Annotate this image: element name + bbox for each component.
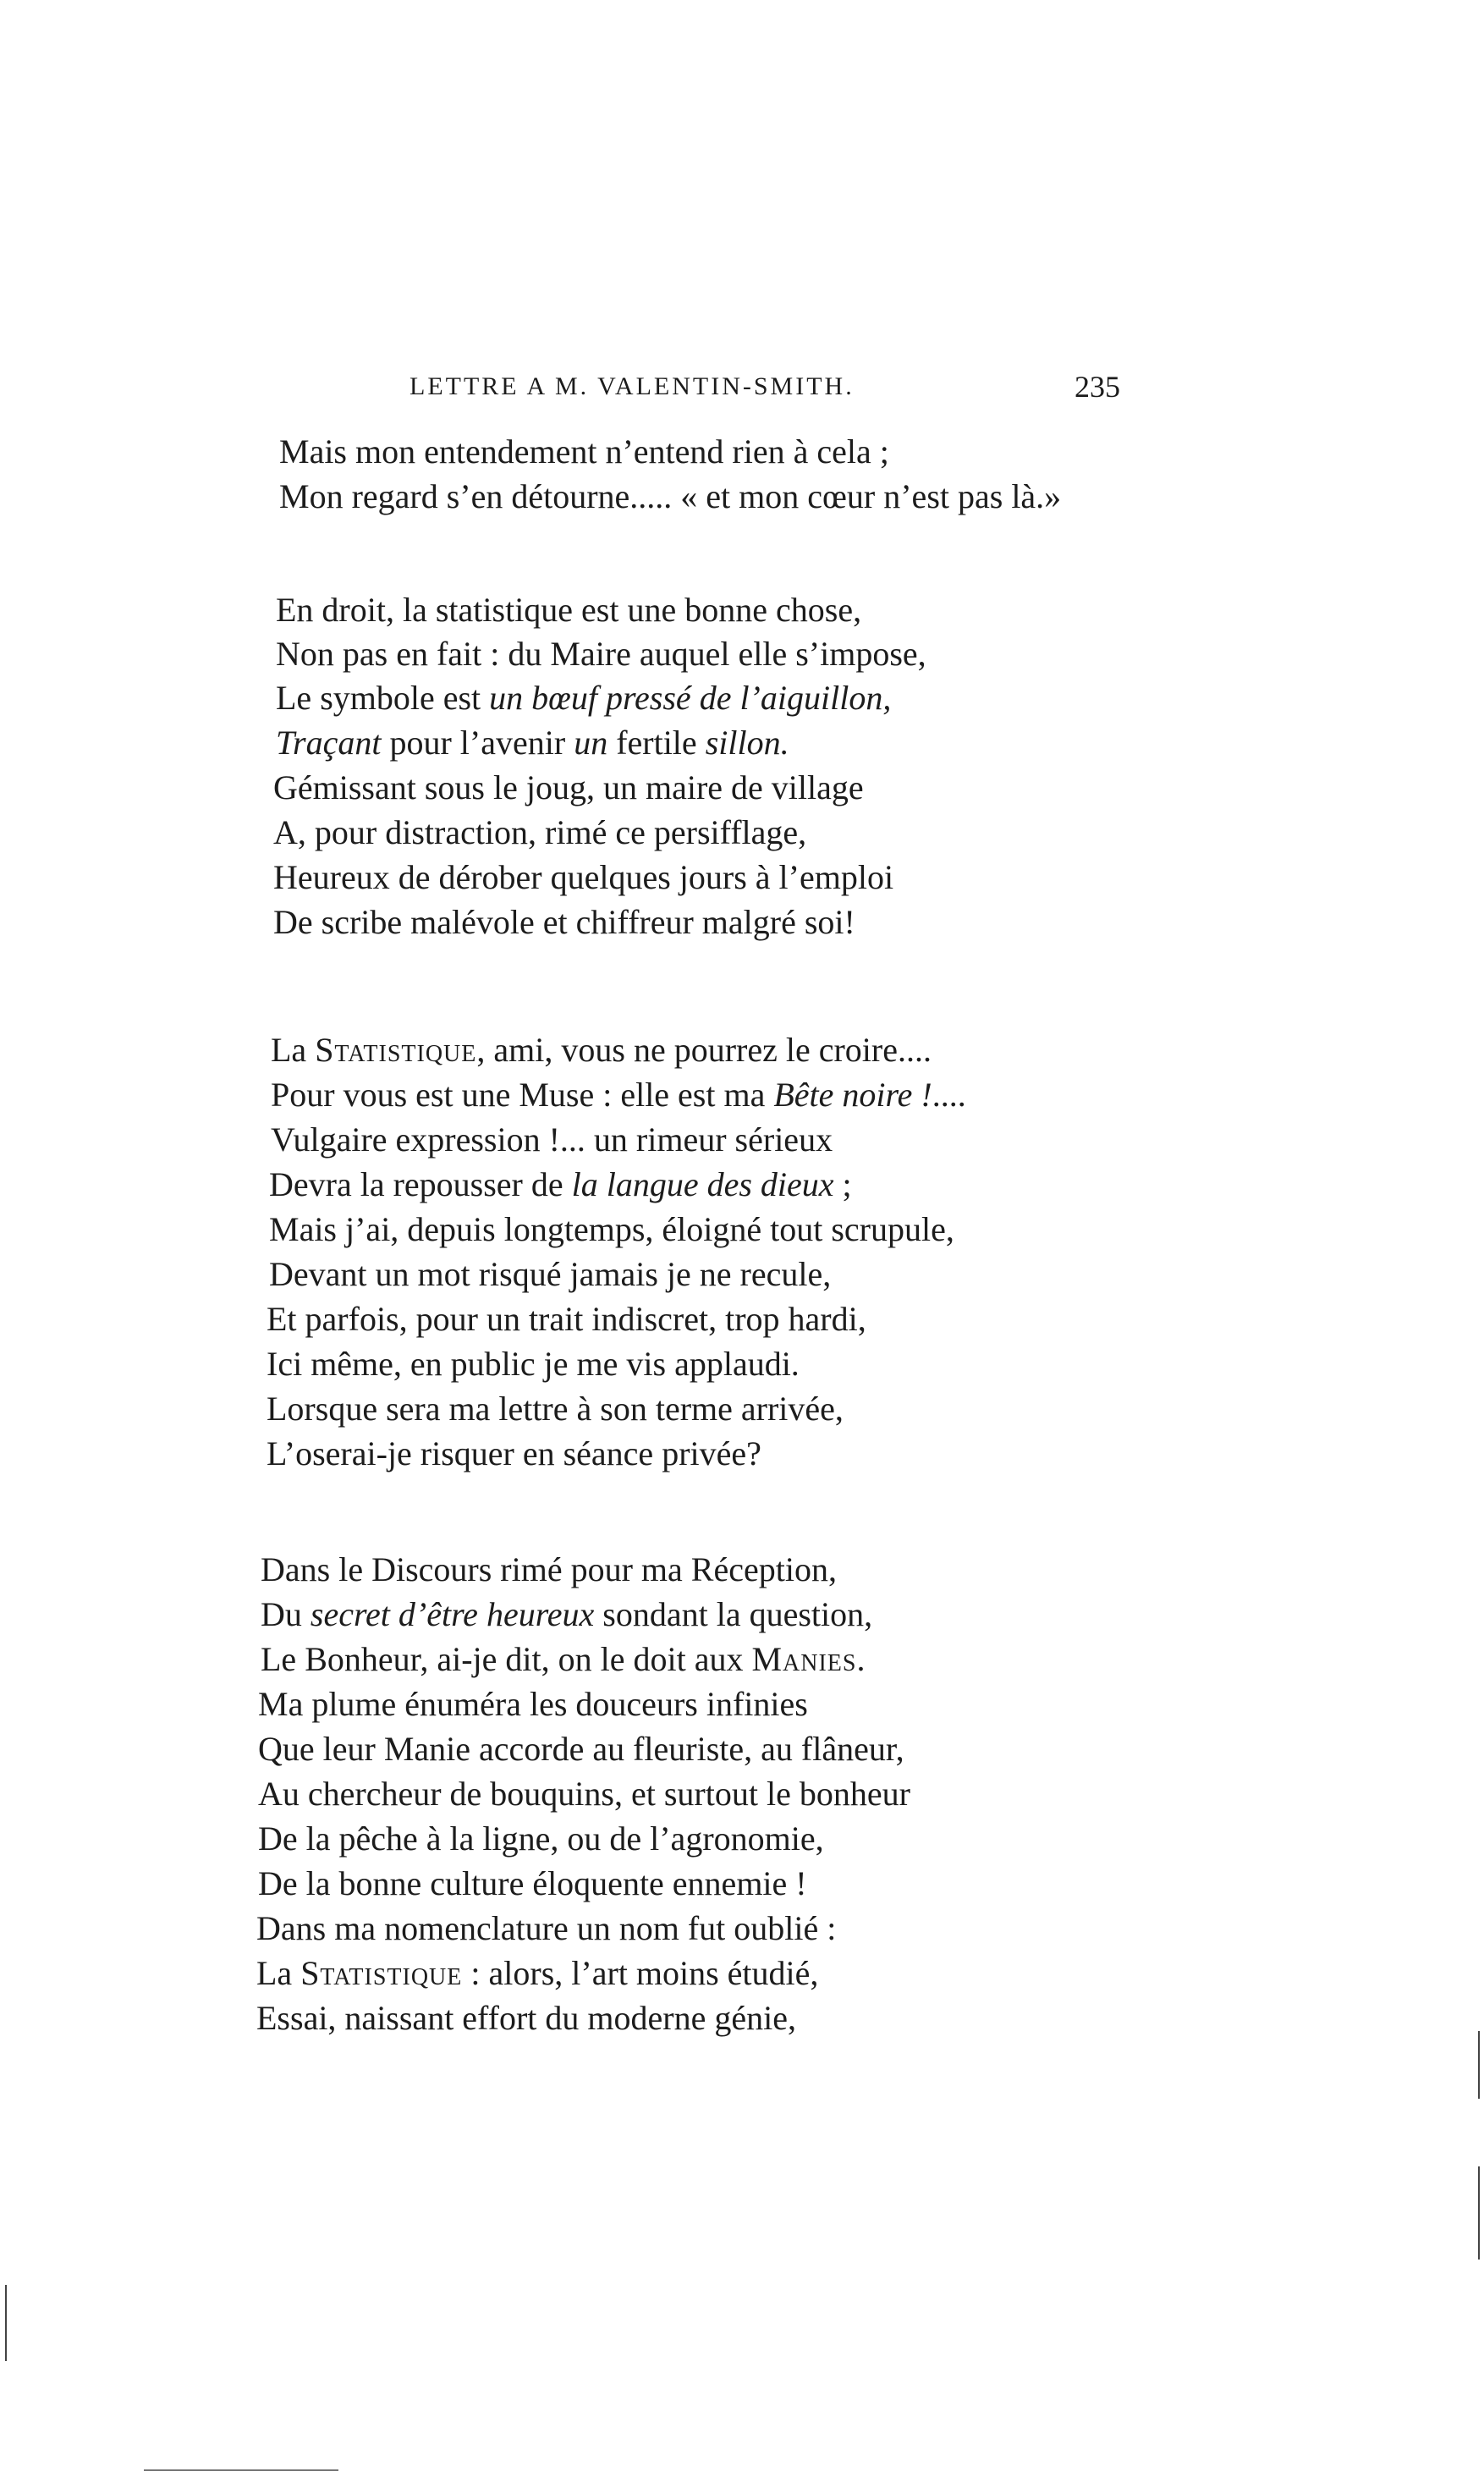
verse-line	[267, 1389, 844, 1429]
verse-line	[271, 1030, 932, 1071]
verse-text: Mais j’ai, depuis longtemps, éloigné tout scrupule,	[269, 1210, 954, 1248]
verse-text: Ici même, en public je me vis applaudi.	[267, 1345, 800, 1383]
verse-line	[267, 1434, 761, 1474]
verse-text: Lorsque sera ma lettre à son terme arrivée,	[267, 1390, 844, 1428]
verse-text: Gémissant sous le joug, un maire de village	[273, 768, 864, 806]
scan-edge-mark	[144, 2469, 338, 2471]
verse-line	[269, 1164, 852, 1205]
verse-text: Pour vous est une Muse : elle est ma	[271, 1076, 774, 1114]
verse-text: Au chercheur de bouquins, et surtout le bonheur	[258, 1775, 910, 1813]
verse-text: , ami, vous ne pourrez le croire....	[476, 1031, 932, 1069]
verse-text: Et parfois, pour un trait indiscret, trop hardi,	[267, 1300, 866, 1338]
verse-line	[258, 1684, 808, 1725]
verse-text: .	[856, 1640, 866, 1678]
verse-text: Devant un mot risqué jamais je ne recule,	[269, 1255, 832, 1293]
verse-line	[267, 1344, 800, 1384]
verse-line	[258, 1729, 904, 1770]
verse-text: La	[256, 1954, 301, 1992]
verse-text: sondant la question,	[594, 1595, 873, 1633]
small-caps-term: Statistique	[315, 1031, 477, 1069]
small-caps-term: Statistique	[300, 1954, 463, 1992]
italic-phrase: la langue des dieux	[571, 1165, 834, 1203]
verse-line	[256, 1908, 836, 1949]
verse-line	[273, 902, 855, 943]
verse-text: Heureux de dérober quelques jours à l’emploi	[273, 858, 894, 896]
verse-line	[273, 812, 806, 853]
italic-phrase: Traçant	[276, 724, 382, 762]
running-title: LETTRE A M. VALENTIN-SMITH.	[409, 372, 855, 400]
italic-phrase: Bête noire !	[773, 1076, 932, 1114]
verse-text: Que leur Manie accorde au fleuriste, au flâneur,	[258, 1730, 904, 1768]
verse-line	[269, 1209, 954, 1250]
verse-line	[261, 1594, 872, 1635]
scan-edge-mark	[1478, 2031, 1480, 2099]
verse-line	[258, 1819, 824, 1859]
verse-text: Non pas en fait : du Maire auquel elle s’impose,	[276, 635, 926, 673]
verse-text: Le symbole est	[276, 679, 490, 717]
verse-text: ....	[932, 1076, 966, 1114]
verse-line	[258, 1774, 910, 1814]
verse-text: L’oserai-je risquer en séance privée?	[267, 1434, 761, 1472]
page-number: 235	[1075, 370, 1120, 404]
italic-phrase: sillon.	[705, 724, 789, 762]
verse-text: Devra la repousser de	[269, 1165, 572, 1203]
verse-line	[279, 432, 889, 472]
verse-text: Mais mon entendement n’entend rien à cela ;	[279, 432, 889, 471]
verse-line	[276, 634, 926, 674]
verse-text: A, pour distraction, rimé ce persifflage,	[273, 813, 807, 851]
verse-line	[269, 1254, 831, 1295]
verse-line	[271, 1120, 833, 1160]
verse-line	[258, 1863, 807, 1904]
verse-line	[273, 857, 893, 898]
verse-line	[279, 476, 1061, 517]
verse-text: Mon regard s’en détourne..... « et mon cœur n’est pas là.»	[279, 477, 1062, 515]
verse-text: Le Bonheur, ai-je dit, on le doit aux	[261, 1640, 752, 1678]
italic-phrase: un bœuf pressé de l’aiguillon,	[489, 679, 892, 717]
verse-line	[276, 678, 891, 718]
italic-phrase: secret d’être heureux	[310, 1595, 595, 1633]
verse-text: Ma plume énuméra les douceurs infinies	[258, 1685, 808, 1723]
verse-text: : alors, l’art moins étudié,	[462, 1954, 819, 1992]
verse-text: De la bonne culture éloquente ennemie !	[258, 1864, 807, 1902]
verse-line	[256, 1998, 796, 2039]
verse-line	[273, 768, 864, 808]
running-head	[409, 372, 1120, 415]
verse-line	[267, 1299, 866, 1340]
verse-text: fertile	[607, 724, 706, 762]
verse-line	[261, 1550, 837, 1590]
verse-text: Dans le Discours rimé pour ma Réception,	[261, 1550, 837, 1588]
verse-line	[276, 590, 861, 630]
verse-text: La	[271, 1031, 316, 1069]
small-caps-term: Manies	[751, 1640, 857, 1678]
verse-text: ;	[833, 1165, 852, 1203]
verse-text: De la pêche à la ligne, ou de l’agronomie,	[258, 1819, 824, 1858]
scan-edge-mark	[1478, 2166, 1480, 2260]
verse-text: pour l’avenir	[381, 724, 574, 762]
verse-line	[271, 1075, 966, 1115]
verse-text: Du	[261, 1595, 311, 1633]
verse-text: De scribe malévole et chiffreur malgré soi!	[273, 903, 855, 941]
verse-line	[276, 723, 789, 763]
verse-line	[261, 1639, 865, 1680]
scan-edge-mark	[5, 2285, 7, 2361]
verse-text: Dans ma nomenclature un nom fut oublié :	[256, 1909, 837, 1947]
verse-text: En droit, la statistique est une bonne chose,	[276, 591, 862, 629]
verse-line	[256, 1953, 818, 1994]
verse-text: Essai, naissant effort du moderne génie,	[256, 1999, 796, 2037]
italic-phrase: un	[574, 724, 608, 762]
verse-text: Vulgaire expression !... un rimeur sérieux	[271, 1120, 833, 1159]
